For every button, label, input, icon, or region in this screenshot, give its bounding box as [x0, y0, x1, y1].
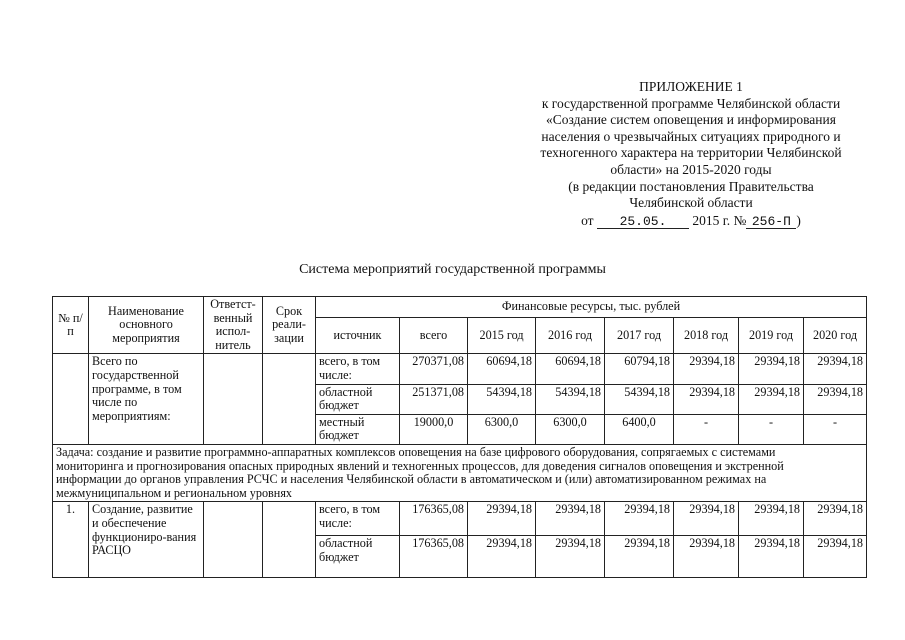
header-year: 2015 год: [468, 317, 536, 354]
date-prefix: от: [581, 212, 594, 228]
cell-value: 29394,18: [674, 502, 739, 536]
cell-total: 19000,0: [400, 414, 468, 444]
header-total: всего: [400, 317, 468, 354]
resolution-date-line: [505, 213, 877, 230]
cell-value: 29394,18: [674, 354, 739, 384]
cell-empty: [204, 502, 263, 578]
appendix-line: области» на 2015-2020 годы: [610, 161, 772, 177]
header-year: 2018 год: [674, 317, 739, 354]
cell-empty: [53, 354, 89, 445]
cell-empty: [204, 354, 263, 445]
header-year: 2020 год: [804, 317, 867, 354]
cell-source: областной бюджет: [316, 384, 400, 414]
cell-value: 29394,18: [739, 502, 804, 536]
cell-value: 29394,18: [739, 384, 804, 414]
header-year: 2019 год: [739, 317, 804, 354]
cell-value: 29394,18: [468, 502, 536, 536]
appendix-line: техногенного характера на территории Челябинской: [540, 145, 842, 161]
cell-value: 29394,18: [804, 384, 867, 414]
task-line: информации до органов управления РСЧС и населения Челябинской области в автоматическом и (или) автоматизированном режимах на: [56, 472, 767, 487]
table-row: [53, 354, 867, 384]
cell-value: 60794,18: [605, 354, 674, 384]
cell-value: -: [674, 414, 739, 444]
cell-value: 29394,18: [605, 536, 674, 578]
cell-value: 29394,18: [468, 536, 536, 578]
resolution-number: 256-П: [746, 215, 796, 229]
appendix-header: [505, 79, 877, 229]
cell-value: -: [739, 414, 804, 444]
task-row: [53, 444, 867, 501]
appendix-line: населения о чрезвычайных ситуациях природного и: [541, 128, 841, 144]
appendix-line: «Создание систем оповещения и информирования: [546, 112, 836, 128]
cell-total: 251371,08: [400, 384, 468, 414]
table-row: [53, 502, 867, 536]
cell-value: 29394,18: [605, 502, 674, 536]
cell-value: -: [804, 414, 867, 444]
task-line: мониторинга и прогнозирования опасных природных явлений и техногенных процессов, для доведения сигналов оповещения и экстренной: [56, 458, 784, 473]
cell-value: 54394,18: [536, 384, 605, 414]
cell-value: 29394,18: [804, 502, 867, 536]
cell-value: 60694,18: [468, 354, 536, 384]
header-source: источник: [316, 317, 400, 354]
cell-total: 176365,08: [400, 502, 468, 536]
cell-empty: [263, 502, 316, 578]
year-text: 2015 г. №: [692, 212, 747, 228]
item-number: 1.: [53, 502, 89, 578]
appendix-line: (в редакции постановления Правительства: [568, 178, 814, 194]
cell-source: областной бюджет: [316, 536, 400, 578]
header-responsible: Ответст-венный испол-нитель: [204, 297, 263, 354]
cell-value: 29394,18: [739, 354, 804, 384]
cell-value: 54394,18: [468, 384, 536, 414]
header-row: [53, 297, 867, 318]
header-finance: Финансовые ресурсы, тыс. рублей: [316, 297, 867, 318]
task-description: [53, 444, 867, 501]
cell-value: 29394,18: [739, 536, 804, 578]
cell-value: 29394,18: [804, 354, 867, 384]
cell-source: всего, в том числе:: [316, 502, 400, 536]
header-year: 2017 год: [605, 317, 674, 354]
cell-value: 6300,0: [536, 414, 605, 444]
cell-value: 6300,0: [468, 414, 536, 444]
cell-total: 270371,08: [400, 354, 468, 384]
cell-empty: [263, 354, 316, 445]
header-term: Срок реали-зации: [263, 297, 316, 354]
appendix-line: Челябинской области: [629, 195, 753, 211]
cell-source: местный бюджет: [316, 414, 400, 444]
cell-source: всего, в том числе:: [316, 354, 400, 384]
task-line: межмуниципальном и региональном уровнях: [56, 485, 293, 500]
resolution-date: 25.05.: [597, 215, 689, 229]
appendix-line: к государственной программе Челябинской области: [541, 95, 841, 111]
cell-value: 60694,18: [536, 354, 605, 384]
item-name: Создание, развитие и обеспечение функциониро-вания РАСЦО: [89, 502, 204, 578]
cell-value: 29394,18: [674, 536, 739, 578]
total-label: Всего по государственной программе, в том числе по мероприятиям:: [89, 354, 204, 445]
header-measure-name: Наименование основного мероприятия: [89, 297, 204, 354]
cell-value: 54394,18: [605, 384, 674, 414]
cell-value: 6400,0: [605, 414, 674, 444]
closing-paren: ): [796, 212, 801, 228]
program-measures-table: [52, 296, 867, 578]
header-number: № п/п: [53, 297, 89, 354]
task-line: Задача: создание и развитие программно-аппаратных комплексов оповещения на базе цифрового оборудования, сопрягаемых с системами: [56, 444, 776, 459]
cell-value: 29394,18: [536, 536, 605, 578]
cell-value: 29394,18: [536, 502, 605, 536]
cell-value: 29394,18: [674, 384, 739, 414]
header-year: 2016 год: [536, 317, 605, 354]
appendix-title: ПРИЛОЖЕНИЕ 1: [639, 79, 743, 94]
document-title: Система мероприятий государственной программы: [299, 262, 606, 277]
cell-value: 29394,18: [804, 536, 867, 578]
cell-total: 176365,08: [400, 536, 468, 578]
